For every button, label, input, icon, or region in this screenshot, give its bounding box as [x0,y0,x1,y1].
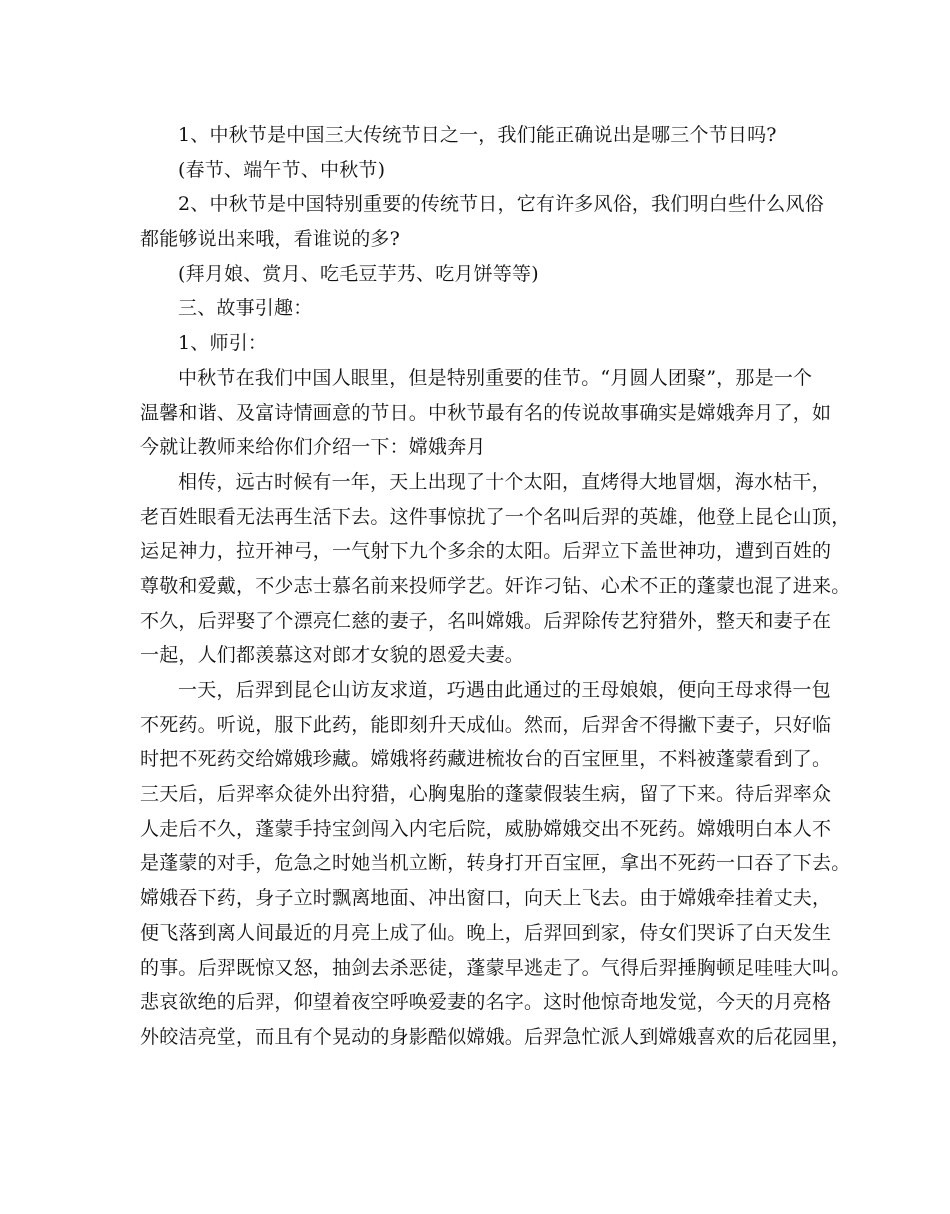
paragraph-line: 时把不死药交给嫦娥珍藏。嫦娥将药藏进梳妆台的百宝匣里，不料被蓬蒙看到了。 [140,748,832,771]
paragraph-line: 不死药。听说，服下此药，能即刻升天成仙。然而，后羿舍不得撇下妻子，只好临 [140,713,832,736]
section-heading: 三、故事引趣： [178,297,313,320]
subsection-heading: 1、师引： [178,332,268,355]
paragraph-line: 运足神力，拉开神弓，一气射下九个多余的太阳。后羿立下盖世神功，遭到百姓的 [140,540,832,563]
paragraph-line: 尊敬和爱戴，不少志士慕名前来投师学艺。奸诈刁钻、心术不正的蓬蒙也混了进来。 [140,574,851,597]
paragraph-line: 一天，后羿到昆仑山访友求道，巧遇由此通过的王母娘娘，便向王母求得一包 [178,679,831,701]
paragraph-line: 相传，远古时候有一年，天上出现了十个太阳，直烤得大地冒烟，海水枯干， [178,470,831,493]
paragraph-line: 便飞落到离人间最近的月亮上成了仙。晚上，后羿回到家，侍女们哭诉了白天发生 [140,921,832,944]
paragraph-line: 温馨和谐、及富诗情画意的节日。中秋节最有名的传说故事确实是嫦娥奔月了，如 [140,401,832,424]
paragraph-line: 悲哀欲绝的后羿，仰望着夜空呼唤爱妻的名字。这时他惊奇地发觉，今天的月亮格 [140,991,832,1014]
paragraph-line: 嫦娥吞下药，身子立时飘离地面、冲出窗口，向天上飞去。由于嫦娥牵挂着丈夫， [140,887,832,910]
paragraph-line: 三天后，后羿率众徒外出狩猎，心胸鬼胎的蓬蒙假装生病，留了下来。待后羿率众 [140,783,832,806]
paragraph-line: 老百姓眼看无法再生活下去。这件事惊扰了一个名叫后羿的英雄，他登上昆仑山顶， [140,505,851,528]
paragraph-line: 都能够说出来哦，看谁说的多? [140,228,400,251]
paragraph-line: 中秋节在我们中国人眼里，但是特别重要的佳节。“月圆人团聚”，那是一个 [178,366,813,389]
paragraph-line: 今就让教师来给你们介绍一下：嫦娥奔月 [140,436,486,459]
paragraph-line: 外皎洁亮堂，而且有个晃动的身影酷似嫦娥。后羿急忙派人到嫦娥喜欢的后花园里， [140,1025,851,1048]
paragraph-line: 不久，后羿娶了个漂亮仁慈的妻子，名叫嫦娥。后羿除传艺狩猎外，整天和妻子在 [140,609,832,632]
paragraph-line: (春节、端午节、中秋节) [178,158,386,181]
document-body [140,118,851,1055]
paragraph-line: 的事。后羿既惊又怒，抽剑去杀恶徒，蓬蒙早逃走了。气得后羿捶胸顿足哇哇大叫。 [140,956,851,979]
paragraph-line: 2、中秋节是中国特别重要的传统节日，它有许多风俗，我们明白些什么风俗 [178,193,824,216]
paragraph-line: (拜月娘、赏月、吃毛豆芋艿、吃月饼等等) [178,262,539,285]
paragraph-line: 是蓬蒙的对手，危急之时她当机立断，转身打开百宝匣，拿出不死药一口吞了下去。 [140,852,851,875]
paragraph-line: 人走后不久，蓬蒙手持宝剑闯入内宅后院，威胁嫦娥交出不死药。嫦娥明白本人不 [140,817,832,840]
paragraph-line: 1、中秋节是中国三大传统节日之一，我们能正确说出是哪三个节日吗? [178,124,777,146]
paragraph-line: 一起，人们都羡慕这对郎才女貌的恩爱夫妻。 [140,644,525,667]
